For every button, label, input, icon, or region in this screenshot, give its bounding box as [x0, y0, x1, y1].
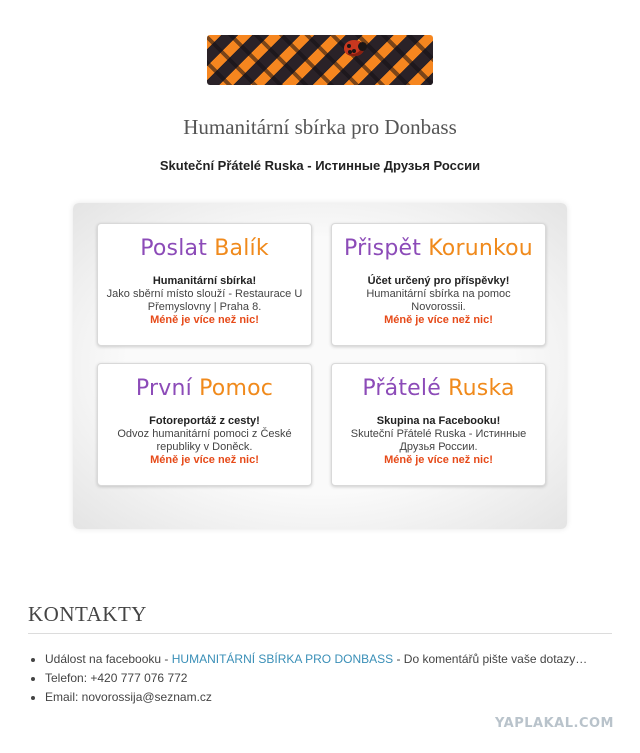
- card-title-word2: Balík: [214, 236, 269, 261]
- card-title-word2: Korunkou: [428, 236, 533, 261]
- card-send-package[interactable]: [97, 223, 312, 346]
- card-title: [332, 236, 545, 262]
- event-suffix: - Do komentářů pište vaše dotazy…: [393, 652, 588, 666]
- card-friends-of-russia[interactable]: [331, 363, 546, 486]
- cards-panel: [73, 203, 567, 529]
- card-contribute[interactable]: [331, 223, 546, 346]
- page-title: Humanitární sbírka pro Donbass: [183, 115, 457, 139]
- card-text: Humanitární sbírka na pomoc Novorossii.: [366, 288, 511, 313]
- card-text: Odvoz humanitární pomoci z České republiky v Doněck.: [117, 428, 292, 453]
- list-item-email: • Email: novorossija@seznam.cz: [45, 688, 587, 707]
- contacts-list: [28, 650, 587, 707]
- card-heading: Účet určený pro příspěvky!: [367, 275, 510, 287]
- ladybug-image: [344, 40, 364, 56]
- card-heading: Fotoreportáž z cesty!: [149, 415, 260, 427]
- card-title-word1: Poslat: [140, 236, 208, 261]
- card-title-word2: Ruska: [448, 376, 515, 401]
- header-banner-image: [207, 35, 433, 85]
- event-prefix: Událost na facebooku -: [45, 652, 172, 666]
- list-item-facebook-event: [45, 650, 587, 669]
- card-text: Skuteční Přátelé Ruska - Истинные Друзья России.: [350, 428, 527, 453]
- list-item-phone: • Telefon: +420 777 076 772: [45, 669, 587, 688]
- card-title-word1: První: [135, 376, 192, 401]
- divider: [28, 633, 612, 634]
- page-subtitle: Skuteční Přátelé Ruska - Истинные Друзья России: [159, 158, 481, 173]
- card-title-word1: Přátelé: [362, 376, 441, 401]
- card-cta: Méně je více než nic!: [384, 454, 493, 466]
- card-heading: Humanitární sbírka!: [152, 275, 257, 287]
- card-title: [98, 236, 311, 262]
- card-first-aid[interactable]: [97, 363, 312, 486]
- card-cta: Méně je více než nic!: [150, 314, 259, 326]
- contacts-heading: KONTAKTY: [28, 602, 147, 626]
- card-text: Jako sběrní místo slouží - Restaurace U Přemyslovny | Praha 8.: [106, 288, 303, 313]
- card-cta: Méně je více než nic!: [150, 454, 259, 466]
- watermark-logo: YAPLAKAL.COM: [495, 716, 614, 731]
- card-title-word1: Přispět: [344, 236, 422, 261]
- card-title: [98, 376, 311, 402]
- card-heading: Skupina na Facebooku!: [376, 415, 501, 427]
- facebook-event-link[interactable]: HUMANITÁRNÍ SBÍRKA PRO DONBASS: [171, 652, 394, 666]
- card-title: [332, 376, 545, 402]
- card-title-word2: Pomoc: [199, 376, 274, 401]
- card-cta: Méně je více než nic!: [384, 314, 493, 326]
